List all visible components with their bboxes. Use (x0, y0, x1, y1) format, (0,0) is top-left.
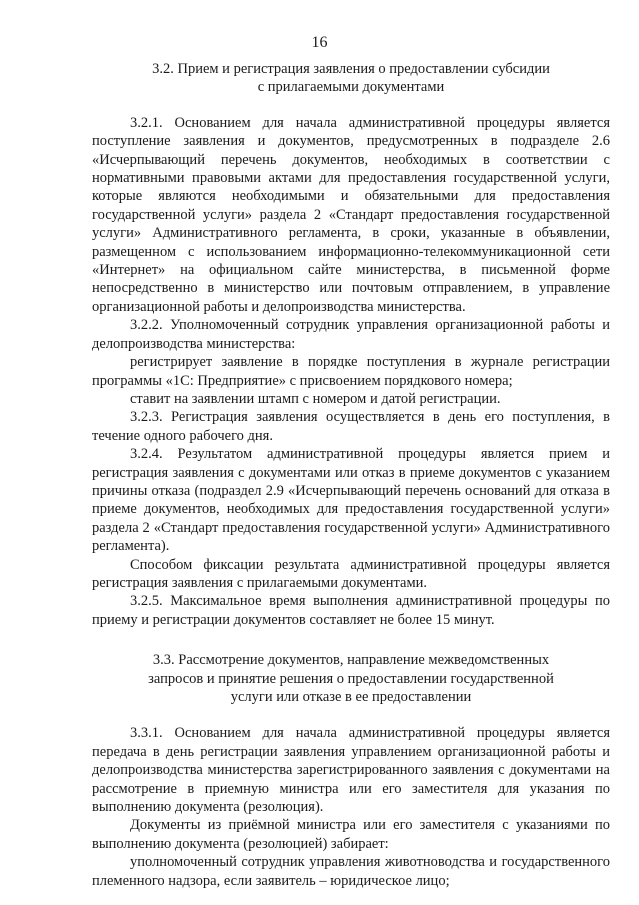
section-3-2-heading-line-2: с прилагаемыми документами (257, 79, 445, 96)
paragraph-3-3-1-documents: Документы из приёмной министра или его заместителя с указаниями по выполнению документа (резолюцией) забирает: (92, 817, 610, 852)
paragraph-3-3-1-employee: уполномоченный сотрудник управления животноводства и государственного племенного надзора, если заявитель – юридическое лицо; (92, 854, 610, 889)
section-3-3-heading-line-1: 3.3. Рассмотрение документов, направление межведомственных (152, 652, 550, 669)
paragraph-3-2-2-item-stamp: ставит на заявлении штамп с номером и датой регистрации. (130, 390, 501, 407)
section-3-3-heading (92, 651, 610, 706)
paragraph-3-2-3: 3.2.3. Регистрация заявления осуществляется в день его поступления, в течение одного рабочего дня. (92, 409, 610, 444)
paragraph-3-2-2-item-register: регистрирует заявление в порядке поступления в журнале регистрации программы «1С: Предприятие» с присвоением порядкового номера; (92, 354, 610, 389)
section-3-3-heading-line-2: запросов и принятие решения о предоставлении государственной (148, 670, 554, 687)
paragraph-3-2-5: 3.2.5. Максимальное время выполнения административной процедуры по приему и регистрации документов составляет не более 15 минут. (92, 593, 610, 628)
paragraph-3-2-4-fixation: Способом фиксации результата административной процедуры является регистрация заявления с прилагаемыми документами. (92, 556, 610, 591)
section-3-3-heading-line-3: услуги или отказе в ее предоставлении (230, 689, 472, 705)
paragraph-3-3-1: 3.3.1. Основанием для начала административной процедуры является передача в день регистрации заявления управлением организационной работы и делопроизводства министерства зарегистрированного заявления с документами на рассмотрение в приемную министра или его заместителя для указания по выполнению документа (резолюция). (92, 725, 610, 816)
paragraph-3-2-1: 3.2.1. Основанием для начала административной процедуры является поступление заявления и документов, предусмотренных в подразделе 2.6 «Исчерпывающий перечень документов, необходимых в соответствии с нормативными правовыми актами для предоставления государственной услуги, которые являются необходимыми и обязательными для предоставления государственной услуги» раздела 2 «Стандарт предоставления государственной услуги» Административного регламента, в сроки, указанные в объявлении, размещенном с использованием информационно-телекоммуникационной сети «Интернет» на официальном сайте министерства, в письменной форме непосредственно в министерство или почтовым отправлением, в управление организационной работы и делопроизводства министерства. (92, 114, 610, 315)
page-number: 16 (311, 34, 328, 51)
document-body (92, 60, 610, 890)
paragraph-3-2-2: 3.2.2. Уполномоченный сотрудник управления организационной работы и делопроизводства министерства: (92, 317, 610, 352)
section-3-2-heading-line-1: 3.2. Прием и регистрация заявления о предоставлении субсидии (152, 61, 550, 77)
section-3-2-heading (92, 60, 610, 97)
paragraph-3-2-4: 3.2.4. Результатом административной процедуры является прием и регистрация заявления с документами или отказ в приеме документов с указанием причины отказа (подраздел 2.9 «Исчерпывающий перечень оснований для отказа в приеме документов, необходимых для предоставления государственной услуги» раздела 2 «Стандарт предоставления государственной услуги» Административного регламента). (92, 446, 610, 555)
